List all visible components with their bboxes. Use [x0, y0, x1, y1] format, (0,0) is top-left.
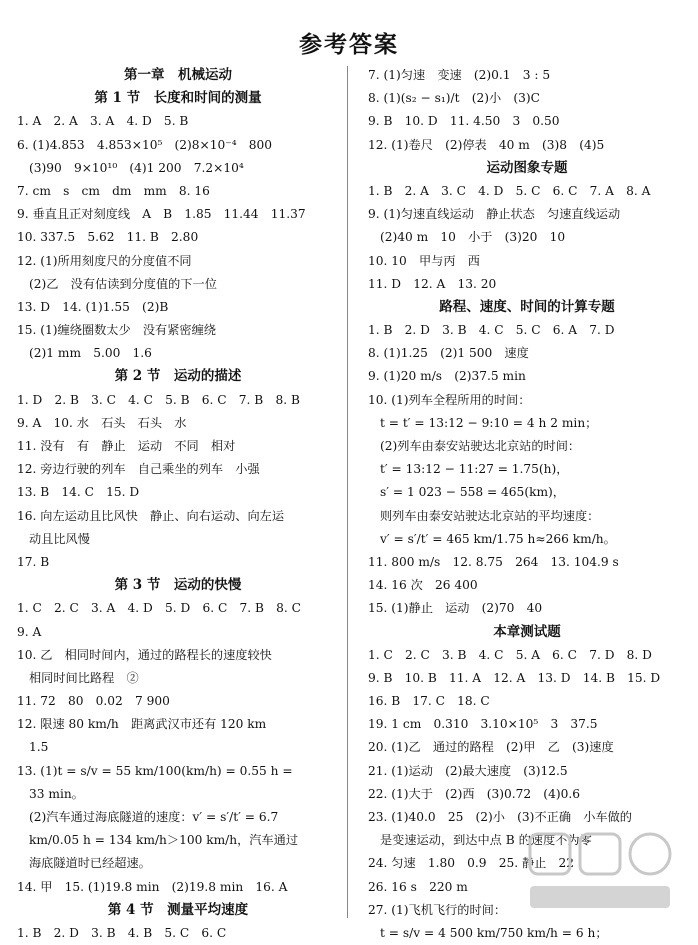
right-answer-line: 10. (1)列车全程所用的时间： [368, 392, 531, 407]
right-answer-line: (2)40 m 10 小于 (3)20 10 [380, 230, 566, 245]
left-answer-line: 9. A [17, 624, 42, 639]
right-answer-line: 22. (1)大于 (2)西 (3)0.72 (4)0.6 [368, 786, 580, 801]
right-answer-line: 24. 匀速 1.80 0.9 25. 静止 22 [368, 856, 575, 871]
left-answer-line: 动且比风慢 [29, 531, 90, 546]
left-answer-line: 15. (1)缠绕圈数太少 没有紧密缠绕 [17, 323, 216, 338]
left-answer-line: 12. 限速 80 km/h 距离武汉市还有 120 km [17, 717, 267, 732]
left-answer-line: km/0.05 h = 134 km/h＞100 km/h，汽车通过 [29, 833, 299, 848]
left-answer-line: 海底隧道时已经超速。 [29, 856, 151, 871]
left-answer-line: 1. D 2. B 3. C 4. C 5. B 6. C 7. B 8. B [17, 392, 300, 407]
right-answer-line: 1. C 2. C 3. B 4. C 5. A 6. C 7. D 8. D [368, 647, 652, 662]
left-answer-line: (2)汽车通过海底隧道的速度：v′ = s′/t′ = 6.7 [29, 810, 279, 824]
left-answer-line: 1. B 2. D 3. B 4. B 5. C 6. C [17, 925, 227, 940]
left-answer-line: 1. C 2. C 3. A 4. D 5. D 6. C 7. B 8. C [17, 601, 301, 616]
left-section-heading: 第 1 节 长度和时间的测量 [94, 90, 262, 107]
right-answer-line: 9. B 10. D 11. 4.50 3 0.50 [368, 114, 560, 129]
left-answer-line: 6. (1)4.853 4.853×10⁵ (2)8×10⁻⁴ 800 [17, 137, 273, 152]
right-answer-line: 15. (1)静止 运动 (2)70 40 [368, 601, 543, 616]
right-answer-line: 21. (1)运动 (2)最大速度 (3)12.5 [368, 763, 568, 778]
left-answer-line: 1.5 [29, 740, 49, 755]
right-answer-line: 14. 16 次 26 400 [368, 578, 478, 593]
left-answer-line: 17. B [17, 554, 50, 569]
right-answer-line: 1. B 2. D 3. B 4. C 5. C 6. A 7. D [368, 323, 615, 338]
right-answer-line: 是变速运动，到达中点 B 的速度不为零 [380, 833, 592, 848]
column-divider [347, 66, 348, 918]
right-answer-line: 27. (1)飞机飞行的时间： [368, 902, 507, 917]
left-section-heading: 第一章 机械运动 [124, 67, 232, 83]
left-answer-line: 9. 垂直且正对刻度线 A B 1.85 11.44 11.37 [17, 207, 306, 222]
left-answer-line: 13. (1)t = s/v = 55 km/100(km/h) = 0.55 h = [17, 763, 293, 778]
right-answer-line: 10. 10 甲与丙 西 [368, 253, 480, 268]
right-section-heading: 运动图象专题 [486, 159, 568, 176]
left-answer-line: 10. 乙 相同时间内，通过的路程长的速度较快 [17, 647, 272, 662]
right-answer-line: v′ = s′/t′ = 465 km/1.75 h≈266 km/h。 [380, 531, 616, 546]
left-answer-line: 相同时间比路程 ② [29, 670, 139, 685]
left-section-heading: 第 3 节 运动的快慢 [114, 577, 242, 594]
right-answer-line: 9. (1)匀速直线运动 静止状态 匀速直线运动 [368, 207, 621, 222]
left-answer-line: 7. cm s cm dm mm 8. 16 [17, 183, 210, 198]
site-watermark [520, 826, 680, 916]
left-section-heading: 第 4 节 测量平均速度 [107, 901, 249, 918]
left-answer-line: 12. 旁边行驶的列车 自己乘坐的列车 小强 [17, 462, 260, 477]
right-answer-line: t′ = 13:12 − 11:27 = 1.75(h)， [380, 462, 569, 477]
left-answer-line: 16. 向左运动且比风快 静止、向右运动、向左运 [17, 508, 285, 523]
left-answer-line: (3)90 9×10¹⁰ (4)1 200 7.2×10⁴ [29, 160, 244, 175]
left-answer-line: 13. D 14. (1)1.55 (2)B [17, 299, 169, 314]
left-answer-line: 1. A 2. A 3. A 4. D 5. B [17, 114, 189, 129]
right-answer-line: 9. (1)20 m/s (2)37.5 min [368, 369, 526, 384]
left-answer-line: 13. B 14. C 15. D [17, 485, 140, 500]
right-answer-line: t = t′ = 13:12 − 9:10 = 4 h 2 min； [380, 415, 598, 430]
right-answer-line: s′ = 1 023 − 558 = 465(km)， [380, 485, 565, 500]
right-answer-column [368, 64, 686, 945]
left-answer-line: 12. (1)所用刻度尺的分度值不同 [17, 253, 192, 268]
right-answer-line: 1. B 2. A 3. C 4. D 5. C 6. C 7. A 8. A [368, 183, 651, 198]
right-section-heading: 本章测试题 [493, 623, 561, 640]
right-answer-line: 11. 800 m/s 12. 8.75 264 13. 104.9 s [368, 554, 619, 569]
right-answer-line: (2)列车由泰安站驶达北京站的时间： [380, 439, 581, 453]
left-section-heading: 第 2 节 运动的描述 [114, 368, 242, 385]
right-answer-line: 则列车由泰安站驶达北京站的平均速度： [380, 508, 600, 523]
left-answer-line: 11. 72 80 0.02 7 900 [17, 694, 170, 709]
left-answer-line: 9. A 10. 水 石头 石头 水 [17, 415, 187, 430]
right-answer-line: 16. B 17. C 18. C [368, 694, 490, 709]
right-answer-line: t = s/v = 4 500 km/750 km/h = 6 h； [380, 925, 608, 940]
left-answer-line: 10. 337.5 5.62 11. B 2.80 [17, 230, 199, 245]
right-answer-line: 19. 1 cm 0.310 3.10×10⁵ 3 37.5 [368, 717, 598, 732]
right-answer-line: 20. (1)乙 通过的路程 (2)甲 乙 (3)速度 [368, 740, 614, 755]
right-answer-line: 8. (1)1.25 (2)1 500 速度 [368, 346, 529, 361]
left-answer-line: (2)乙 没有估读到分度值的下一位 [29, 276, 217, 291]
left-answer-line: 11. 没有 有 静止 运动 不同 相对 [17, 439, 236, 453]
right-section-heading: 路程、速度、时间的计算专题 [439, 298, 615, 315]
right-answer-line: 23. (1)40.0 25 (2)小 (3)不正确 小车做的 [368, 810, 632, 824]
right-answer-line: 7. (1)匀速 变速 (2)0.1 3 : 5 [368, 68, 551, 82]
left-answer-line: 14. 甲 15. (1)19.8 min (2)19.8 min 16. A [17, 879, 288, 894]
left-answer-line: (2)1 mm 5.00 1.6 [29, 346, 152, 361]
right-answer-line: 26. 16 s 220 m [368, 879, 468, 894]
page-title: 参考答案 [299, 31, 399, 58]
right-answer-line: 8. (1)(s₂ − s₁)/t (2)小 (3)C [368, 91, 540, 106]
left-answer-line: 33 min。 [29, 786, 84, 801]
right-answer-line: 9. B 10. B 11. A 12. A 13. D 14. B 15. D [368, 670, 661, 685]
right-answer-line: 12. (1)卷尺 (2)停表 40 m (3)8 (4)5 [368, 137, 605, 152]
right-answer-line: 11. D 12. A 13. 20 [368, 276, 497, 291]
left-answer-column [17, 64, 339, 945]
